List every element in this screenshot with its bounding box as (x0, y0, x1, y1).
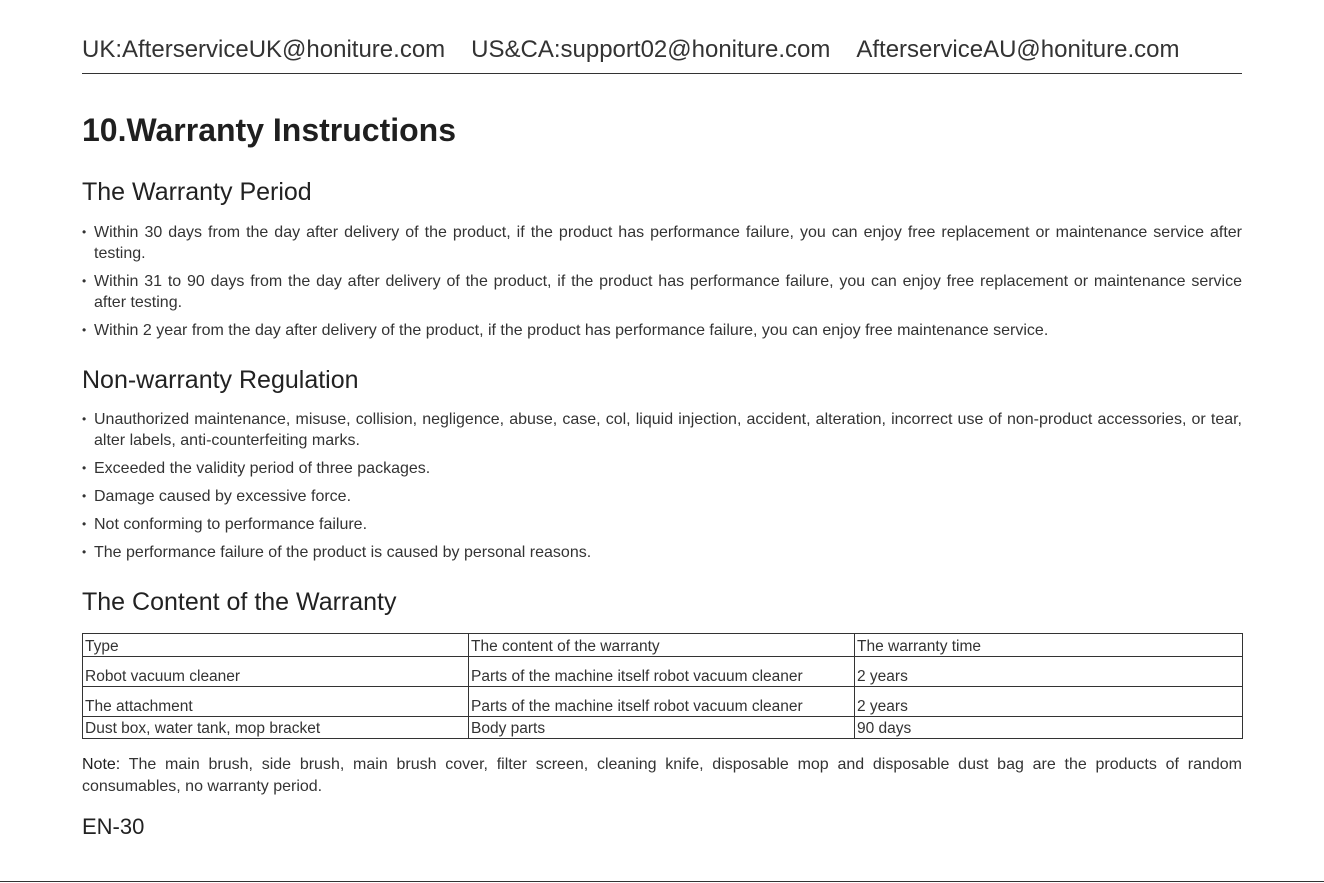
table-row (83, 687, 1243, 717)
warranty-period-heading: The Warranty Period (82, 178, 312, 206)
table-row (83, 657, 1243, 687)
note-label: Note: (82, 756, 121, 773)
warranty-content-heading: The Content of the Warranty (82, 588, 397, 616)
page-title: 10.Warranty Instructions (82, 112, 457, 148)
list-item: • Unauthorized maintenance, misuse, collision, negligence, abuse, case, col, liquid injection, accident, alteration, incorrect use of non-product accessories, or tear, alter labels, anti-counterfeiting marks. (82, 409, 1242, 451)
list-item: • Exceeded the validity period of three packages. (82, 458, 1242, 479)
note-text: The main brush, side brush, main brush cover, filter screen, cleaning knife, disposable mop and disposable dust bag are the products of random consumables, no warranty period. (82, 756, 1242, 795)
list-item: • Not conforming to performance failure. (82, 514, 1242, 535)
list-item: • Within 30 days from the day after delivery of the product, if the product has performance failure, you can enjoy free replacement or maintenance service after testing. (82, 222, 1242, 264)
table-cell: The attachment (83, 687, 469, 717)
table-cell: Parts of the machine itself robot vacuum cleaner (469, 657, 855, 687)
table-cell: Robot vacuum cleaner (83, 657, 469, 687)
email-us-ca: US&CA:support02@honiture.com (471, 36, 831, 63)
table-cell: Body parts (469, 717, 855, 739)
table-cell: 2 years (855, 657, 1243, 687)
table-cell: Parts of the machine itself robot vacuum cleaner (469, 687, 855, 717)
list-item: • Within 2 year from the day after delivery of the product, if the product has performance failure, you can enjoy free maintenance service. (82, 320, 1242, 341)
list-item: • The performance failure of the product is caused by personal reasons. (82, 542, 1242, 563)
warranty-period-list (82, 222, 1242, 348)
contact-header (82, 36, 1242, 74)
email-au: AfterserviceAU@honiture.com (856, 36, 1180, 63)
page-number: EN-30 (82, 814, 145, 839)
table-cell: Dust box, water tank, mop bracket (83, 717, 469, 739)
column-header-type: Type (83, 634, 469, 657)
column-header-content: The content of the warranty (469, 634, 855, 657)
non-warranty-list (82, 409, 1242, 570)
table-header-row (83, 634, 1243, 657)
list-item: • Within 31 to 90 days from the day after delivery of the product, if the product has performance failure, you can enjoy free replacement or maintenance service after testing. (82, 271, 1242, 313)
warranty-table (82, 633, 1243, 739)
table-row (83, 717, 1243, 739)
table-cell: 2 years (855, 687, 1243, 717)
table-cell: 90 days (855, 717, 1243, 739)
email-uk: UK:AfterserviceUK@honiture.com (82, 36, 446, 63)
note-paragraph (82, 754, 1242, 798)
bottom-divider (0, 881, 1324, 882)
column-header-time: The warranty time (855, 634, 1243, 657)
list-item: • Damage caused by excessive force. (82, 486, 1242, 507)
non-warranty-heading: Non-warranty Regulation (82, 366, 359, 394)
